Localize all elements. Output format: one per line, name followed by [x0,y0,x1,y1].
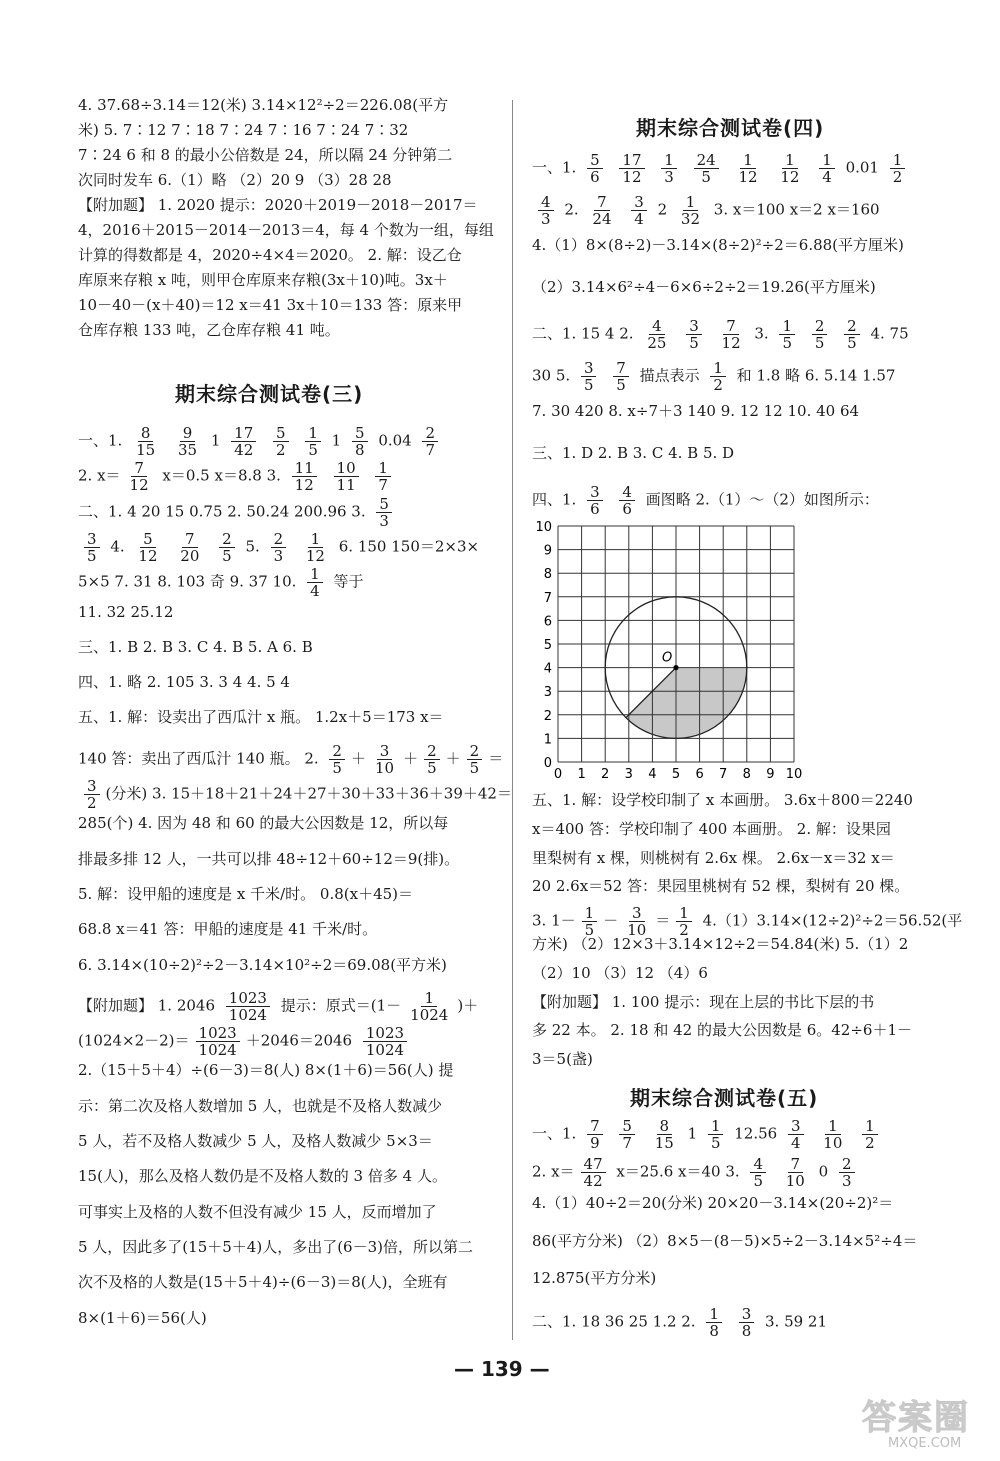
answer-line: 计算的得数都是 4，2020÷4×4＝2020。 2. 解：设乙仓 [78,246,462,264]
x-tick-label: 2 [601,767,610,782]
answer-line: $\frac{3}{2}$ (分米) 3. 15＋18＋21＋24＋27＋30＋33＋36＋39＋42＝ [78,778,512,811]
section-title-4: 期末综合测试卷(四) [636,116,825,140]
x-tick-label: 3 [624,767,633,782]
answer-line: 示：第二次及格人数增加 5 人，也就是不及格人数减少 [78,1096,443,1115]
answer-line: 一、1. $\frac{5}{6}$ $\frac{17}{12}$ $\frac{1}{3}$ $\frac{24}{5}$ $\frac{1}{12}$ $\frac{1}{12}$ $\frac{1}{4}$ 0.01 $\frac{1}{2}$ [532,152,911,185]
answer-line: 次不及格的人数是(15＋5＋4)÷(6－3)＝8(人)，全班有 [78,1273,448,1292]
watermark-url: MXQE.COM [888,1436,962,1451]
answer-line: 5×5 7. 31 8. 103 奇 9. 37 10. $\frac{1}{4}$ 等于 [78,565,364,601]
answer-line: 7. 30 420 8. x÷7＋3 140 9. 12 12 10. 40 64 [532,402,860,420]
coordinate-grid-figure [532,512,814,782]
y-tick-label: 8 [543,567,552,583]
y-tick-label: 0 [543,756,552,771]
answer-line: 12.875(平方分米) [532,1269,657,1287]
answer-line: $\frac{3}{5}$ 4. $\frac{5}{12}$ $\frac{7}{20}$ $\frac{2}{5}$ 5. $\frac{2}{3}$ $\frac{1}{12}$ 6. 150 150＝2×3× [78,531,479,564]
y-tick-label: 4 [543,661,552,677]
answer-line: 4. 37.68÷3.14＝12(米) 3.14×12²÷2＝226.08(平方 [78,96,449,114]
section-title-5: 期末综合测试卷(五) [630,1086,819,1110]
answer-line: 6. 3.14×(10÷2)²÷2－3.14×10²÷2＝69.08(平方米) [78,955,447,974]
answer-line: 86(平方分米) （2）8×5－(8－5)×5÷2－3.14×5²÷4＝ [532,1231,918,1250]
answer-line: 8×(1＋6)＝56(人) [78,1308,207,1327]
answer-line: (1024×2－2)＝ $\frac{1023}{1024}$ ＋2046＝2046 $\frac{1023}{1024}$ [78,1025,413,1058]
answer-line: 5 人，因此多了(15＋5＋4)人，多出了(6－3)倍，所以第二 [78,1237,473,1256]
y-tick-label: 5 [543,638,552,653]
answer-line: （2）3.14×6²÷4－6×6÷2÷2＝19.26(平方厘米) [532,277,876,296]
answer-line: 四、1. 略 2. 105 3. 3 4 4. 5 4 [78,673,290,692]
y-tick-label: 1 [543,732,552,748]
answer-line: 米) 5. 7∶12 7∶18 7∶24 7∶16 7∶24 7∶32 [78,121,409,139]
answer-line: 15(人)，那么及格人数仍是不及格人数的 3 倍多 4 人。 [78,1167,447,1186]
center-label: O [662,650,673,666]
center-point [673,665,678,670]
answer-line: 【附加题】 1. 100 提示：现在上层的书比下层的书 [532,992,875,1011]
answer-line: 【附加题】 1. 2020 提示：2020＋2019－2018－2017＝ [78,196,478,214]
answer-line: 30 5. $\frac{3}{5}$ $\frac{7}{5}$ 描点表示 $\frac{1}{2}$ 和 1.8 略 6. 5.14 1.57 [532,358,896,394]
x-tick-label: 4 [648,767,657,782]
x-tick-label: 7 [719,767,728,782]
answer-line: 4，2016＋2015－2014－2013＝4，每 4 个数为一组，每组 [78,221,494,239]
y-tick-label: 6 [543,614,552,630]
answer-line: x＝400 答：学校印制了 400 本画册。 2. 解：设果园 [532,819,891,838]
answer-line: 2.（15＋5＋4）÷(6－3)＝8(人) 8×(1＋6)＝56(人) 提 [78,1061,454,1080]
section-title-3: 期末综合测试卷(三) [175,382,364,406]
answer-line: （2）10 （3）12 （4）6 [532,963,708,982]
answer-line: 多 22 本。 2. 18 和 42 的最大公因数是 6。42÷6＋1－ [532,1021,913,1040]
y-tick-label: 7 [543,590,552,606]
watermark-logo [858,1388,996,1458]
answer-line: 4.（1）40÷2＝20(分米) 20×20－3.14×(20÷2)²＝ [532,1194,894,1212]
answer-line: 3＝5(盏) [532,1050,593,1069]
answer-line: 三、1. D 2. B 3. C 4. B 5. D [532,443,735,462]
answer-line: 五、1. 解：设学校印制了 x 本画册。 3.6x＋800＝2240 [532,791,913,809]
x-tick-label: 0 [553,767,563,782]
answer-line: 2. x＝ $\frac{7}{12}$ x＝0.5 x＝8.8 3. $\frac{11}{12}$ $\frac{10}{11}$ $\frac{1}{7}$ [78,460,397,493]
answer-line: 四、1. $\frac{3}{6}$ $\frac{4}{6}$ 画图略 2.（1）～（2）如图所示： [532,483,879,518]
answer-line: 二、1. 4 20 15 0.75 2. 50.24 200.96 3. $\frac{5}{3}$ [78,496,398,529]
y-tick-label: 2 [543,708,552,724]
answer-line: 【附加题】 1. 2046 $\frac{1023}{1024}$ 提示：原式＝(1－ $\frac{1}{1024}$ )＋ [78,988,479,1024]
x-tick-label: 5 [671,767,681,782]
answer-line: 三、1. B 2. B 3. C 4. B 5. A 6. B [78,637,313,656]
answer-line: 10－40－(x＋40)＝12 x＝41 3x＋10＝133 答：原来甲 [78,296,463,314]
y-tick-label: 10 [535,520,552,535]
column-divider [512,100,513,1340]
answer-line: 次同时发车 6.（1）略 （2）20 9 （3）28 28 [78,171,392,189]
answer-line: 可事实上及格的人数不但没有减少 15 人，反而增加了 [78,1202,437,1221]
page-number: — 139 — [454,1357,550,1381]
watermark-text: 答案圈 [862,1398,970,1438]
answer-line: 5. 解：设甲船的速度是 x 千米/时。 0.8(x＋45)＝ [78,884,414,903]
answer-line: 方米) （2）12×3＋3.14×12÷2＝54.84(米) 5.（1）2 [532,935,909,953]
answer-line: 285(个) 4. 因为 48 和 60 的最大公因数是 12，所以每 [78,814,449,833]
answer-line: 里梨树有 x 棵，则桃树有 2.6x 棵。 2.6x－x＝32 x＝ [532,848,895,867]
answer-line: 一、1. $\frac{8}{15}$ $\frac{9}{35}$ 1 $\frac{17}{42}$ $\frac{5}{2}$ $\frac{1}{5}$ 1 $\frac{5}{8}$ 0.04 $\frac{2}{7}$ [78,425,444,458]
answer-line: 7∶24 6 和 8 的最小公倍数是 24，所以隔 24 分钟第二 [78,146,453,164]
answer-line: 3. 1－ $\frac{1}{5}$ － $\frac{3}{10}$ ＝ $\frac{1}{2}$ 4.（1）3.14×(12÷2)²÷2＝56.52(平 [532,904,963,940]
answer-line: 二、1. 18 36 25 1.2 2. $\frac{1}{8}$ $\frac{3}{8}$ 3. 59 21 [532,1304,828,1340]
answer-line: 68.8 x＝41 答：甲船的速度是 41 千米/时。 [78,920,378,939]
answer-line: 11. 32 25.12 [78,602,174,621]
answer-line: 140 答：卖出了西瓜汁 140 瓶。 2. $\frac{2}{5}$ ＋ $\frac{3}{10}$ ＋ $\frac{2}{5}$ ＋ $\frac{2}{5}$ ＝ [78,741,504,777]
x-tick-label: 1 [577,767,586,782]
y-tick-label: 3 [543,685,552,701]
answer-line: 4.（1）8×(8÷2)－3.14×(8÷2)²÷2＝6.88(平方厘米) [532,236,904,254]
x-tick-label: 9 [766,767,775,782]
grid-svg [532,512,814,782]
answer-line: 仓库存粮 133 吨，乙仓库存粮 41 吨。 [78,321,340,339]
answer-line: 5 人，若不及格人数减少 5 人，及格人数减少 5×3＝ [78,1132,433,1150]
x-tick-label: 8 [742,767,751,782]
answer-line: 20 2.6x＝52 答：果园里桃树有 52 棵，梨树有 20 棵。 [532,877,910,896]
answer-line: 二、1. 15 4 2. $\frac{4}{25}$ $\frac{3}{5}$ $\frac{7}{12}$ 3. $\frac{1}{5}$ $\frac{2}{5}$ $\frac{2}{5}$ 4. 75 [532,317,909,352]
x-tick-label: 6 [695,767,704,782]
answer-line: 2. x＝ $\frac{47}{42}$ x＝25.6 x＝40 3. $\frac{4}{5}$ $\frac{7}{10}$ 0 $\frac{2}{3}$ [532,1156,861,1189]
answer-line: $\frac{4}{3}$ 2. $\frac{7}{24}$ $\frac{3}{4}$ 2 $\frac{1}{32}$ 3. x＝100 x＝2 x＝160 [532,194,880,227]
answer-line: 五、1. 解：设卖出了西瓜汁 x 瓶。 1.2x＋5＝173 x＝ [78,708,444,727]
answer-line: 排最多排 12 人，一共可以排 48÷12＋60÷12＝9(排)。 [78,849,460,868]
shaded-sector [626,668,747,739]
y-tick-label: 9 [543,543,552,559]
x-tick-label: 10 [785,767,803,782]
answer-line: 一、1. $\frac{7}{9}$ $\frac{5}{7}$ $\frac{8}{15}$ 1 $\frac{1}{5}$ 12.56 $\frac{3}{4}$ $\frac{1}{10}$ $\frac{1}{2}$ [532,1118,884,1151]
answer-line: 库原来存粮 x 吨，则甲仓库原来存粮(3x＋10)吨。3x＋ [78,271,448,289]
